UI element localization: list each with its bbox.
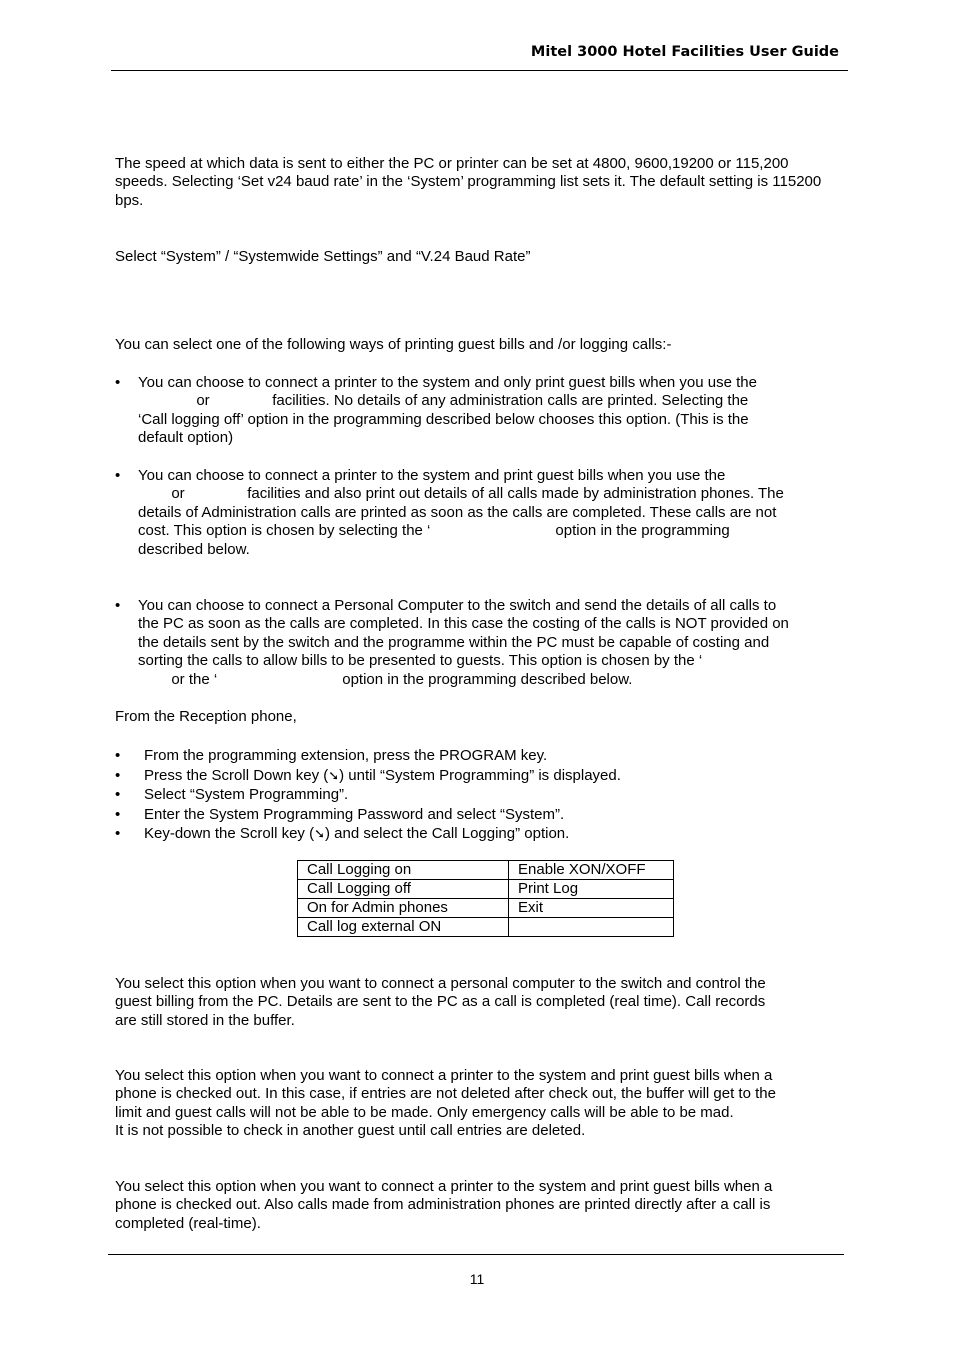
paragraph-line: completed (real-time). <box>115 1214 261 1232</box>
paragraph-line: You select this option when you want to connect a printer to the system and print guest bills when a <box>115 1178 773 1195</box>
step-item <box>115 805 835 825</box>
step-text: Press the Scroll Down key (➘) until “System Programming” is displayed. <box>144 766 621 784</box>
table-cell: Call Logging on <box>298 861 509 880</box>
bullet-dot: • <box>115 747 121 764</box>
paragraph-line: phone is checked out. Also calls made from administration phones are printed directly after a call is <box>115 1196 771 1214</box>
bullet-dot: • <box>115 825 121 842</box>
bullet-line: You can choose to connect a printer to the system and only print guest bills when you use the <box>138 374 757 391</box>
bullet-dot: • <box>115 374 121 391</box>
step-text: From the programming extension, press the PROGRAM key. <box>144 747 548 764</box>
step-text: Key-down the Scroll key (➘) and select the Call Logging” option. <box>144 825 570 842</box>
admin-option-paragraph <box>115 1178 845 1233</box>
bullet-line: sorting the calls to allow bills to be presented to guests. This option is chosen by the ‘ <box>138 652 703 670</box>
bullet-text <box>138 467 838 559</box>
bullet-line: default option) <box>138 429 234 447</box>
bullet-line: or facilities and also print out details of all calls made by administration phones. The <box>138 485 784 503</box>
paragraph-line: It is not possible to check in another guest until call entries are deleted. <box>115 1122 586 1140</box>
step-text: Enter the System Programming Password and select “System”. <box>144 805 565 823</box>
table-cell: Print Log <box>509 880 674 899</box>
baud-rate-paragraph: The speed at which data is sent to either the PC or printer can be set at 4800, 9600,19200 or 115,200 speeds. Selecting ‘Set v24 baud rate’ in the ‘System’ programming list sets it. The default setting is 115200 bps. <box>115 155 822 209</box>
table-row <box>298 918 674 937</box>
printing-options-intro: You can select one of the following ways of printing guest bills and /or logging calls:- <box>115 336 672 353</box>
reception-phone-heading: From the Reception phone, <box>115 708 297 725</box>
bullet-line: the PC as soon as the calls are completed. In this case the costing of the calls is NOT provided on <box>138 615 789 633</box>
bullet-line: or the ‘ option in the programming described below. <box>138 670 633 688</box>
header-rule <box>111 70 848 71</box>
bullet-dot: • <box>115 766 121 784</box>
bullet-line: You can choose to connect a Personal Computer to the switch and send the details of all calls to <box>138 597 777 614</box>
bullet-text <box>138 374 838 448</box>
bullet-dot: • <box>115 597 121 614</box>
scroll-down-icon: ➘ <box>328 767 340 783</box>
select-instruction: Select “System” / “Systemwide Settings” and “V.24 Baud Rate” <box>115 248 531 265</box>
table-row <box>298 899 674 918</box>
call-logging-options-table <box>297 860 674 937</box>
paragraph-line: You select this option when you want to connect a personal computer to the switch and control the <box>115 975 766 992</box>
footer-rule <box>108 1254 844 1255</box>
table-cell: Call log external ON <box>298 918 509 937</box>
step-item <box>115 766 835 786</box>
bullet-line: ‘Call logging off’ option in the programming described below chooses this option. (This is the <box>138 410 749 428</box>
printer-option-paragraph <box>115 1067 845 1141</box>
bullet-line: the details sent by the switch and the programme within the PC must be capable of costing and <box>138 633 770 651</box>
paragraph-line: You select this option when you want to connect a printer to the system and print guest bills when a <box>115 1067 773 1084</box>
bullet-text <box>138 597 838 689</box>
step-item <box>115 746 835 766</box>
paragraph-line: are still stored in the buffer. <box>115 1011 295 1029</box>
bullet-dot: • <box>115 786 121 803</box>
step-item <box>115 785 835 805</box>
bullet-line: You can choose to connect a printer to the system and print guest bills when you use the <box>138 467 726 484</box>
bullet-dot: • <box>115 467 121 484</box>
table-cell: Exit <box>509 899 674 918</box>
table-cell: On for Admin phones <box>298 899 509 918</box>
table-cell <box>509 918 674 937</box>
bullet-line: cost. This option is chosen by selecting the ‘ option in the programming <box>138 522 730 540</box>
scroll-down-icon: ➘ <box>314 826 325 841</box>
bullet-dot: • <box>115 805 121 823</box>
document-header-title: Mitel 3000 Hotel Facilities User Guide <box>530 44 839 60</box>
paragraph-line: guest billing from the PC. Details are sent to the PC as a call is completed (real time). Call records <box>115 993 766 1011</box>
bullet-line: or facilities. No details of any administration calls are printed. Selecting the <box>138 392 749 410</box>
step-text: Select “System Programming”. <box>144 786 349 803</box>
table-row <box>298 861 674 880</box>
pc-option-paragraph <box>115 975 845 1030</box>
paragraph-line: phone is checked out. In this case, if entries are not deleted after check out, the buffer will get to the <box>115 1085 776 1103</box>
programming-steps-list <box>115 746 835 844</box>
step-item <box>115 824 835 844</box>
table-cell: Call Logging off <box>298 880 509 899</box>
table-row <box>298 880 674 899</box>
bullet-line: described below. <box>138 540 250 558</box>
table-cell: Enable XON/XOFF <box>509 861 674 880</box>
bullet-line: details of Administration calls are printed as soon as the calls are completed. These calls are not <box>138 503 777 521</box>
paragraph-line: limit and guest calls will not be able to be made. Only emergency calls will be able to be mad. <box>115 1103 734 1121</box>
page-number: 11 <box>469 1271 485 1287</box>
